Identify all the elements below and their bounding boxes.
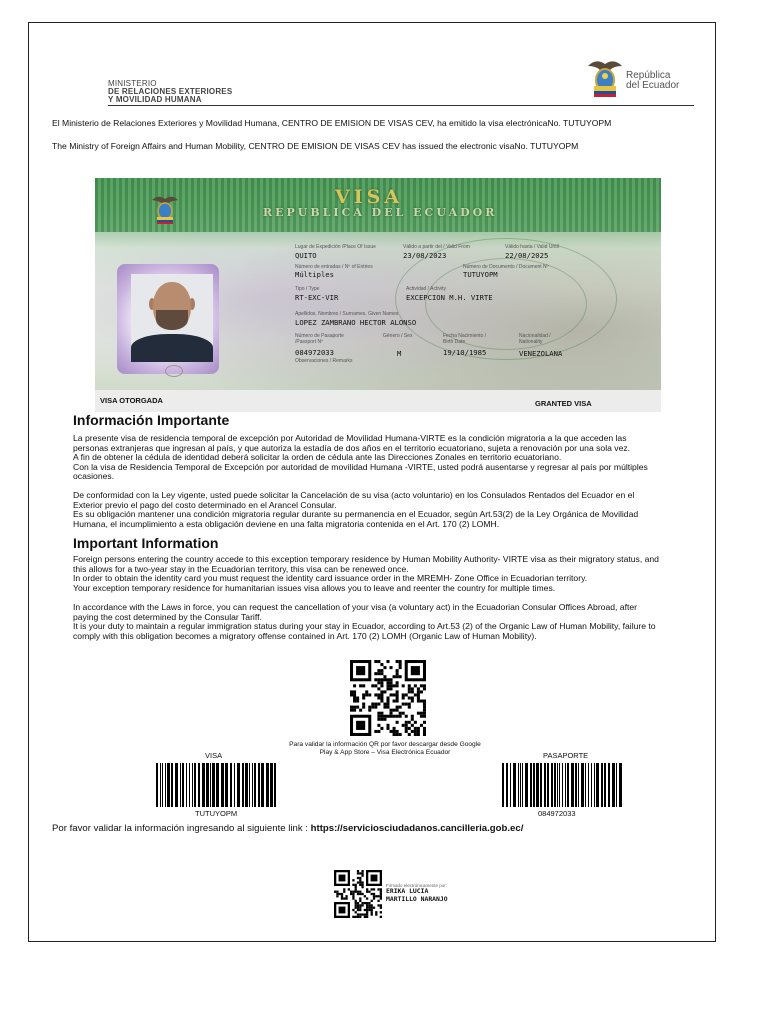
republic-line-2: del Ecuador [626, 80, 680, 91]
text-line: comply with this obligation becomes a migratory offense contained in Art. 170 (2) LOMH (Organic Law of Human Mobility). [73, 630, 537, 641]
text-line: In accordance with the Laws in force, you can request the cancellation of your visa (a voluntary act) in the Ecuadorian Consular Offices Abroad, after [73, 602, 637, 612]
activity-label: Actividad / Activity [406, 286, 447, 292]
nationality-value: VENEZOLANA [519, 349, 563, 358]
signer-name-line-1: ERIKA LUCIA [386, 887, 429, 895]
remarks-label: Observaciones / Remarks [295, 358, 353, 364]
document-value: TUTUYOPM [463, 270, 498, 279]
passport-barcode [502, 763, 624, 807]
ministry-line-3: Y MOVILIDAD HUMANA [108, 95, 202, 104]
type-label: Tipo / Type [295, 286, 320, 292]
validation-link[interactable]: https://serviciosciudadanos.cancilleria.gob.ec/ [310, 823, 524, 834]
text-line: Foreign persons entering the country accede to this exception temporary residence by Human Mobility Authority- VIRTE visa as their migratory status, and [73, 554, 659, 564]
barcode-visa-value: TUTUYOPM [195, 809, 238, 818]
valid-until-value: 22/08/2025 [505, 251, 549, 260]
text-line: It is your duty to maintain a regular immigration status during your stay in Ecuador, according to Art.53 (2) of the Organic Law of Human Mobility, failure to [73, 621, 656, 632]
stamp-visa-otorgada: VISA OTORGADA [100, 396, 163, 405]
qr-caption-line-1: Para validar la información QR por favor descargar desde Google [289, 741, 481, 748]
text-line: Your exception temporary residence for humanitarian issues visa allows you to leave and reenter the country for multiple times. [73, 582, 556, 593]
type-value: RT-EXC-VIR [295, 293, 339, 302]
republic-logo [586, 56, 696, 102]
text-line: A fin de obtener la cédula de identidad deberá solicitar la orden de cédula ante las Direcciones Zonales en territorio ecuatoriano. [73, 452, 562, 463]
barcode-passport-label: PASAPORTE [543, 751, 589, 760]
entries-value: Múltiples [295, 270, 334, 279]
photo-watermark-icon [165, 365, 183, 377]
paragraph-en-1 [73, 555, 699, 593]
text-line: paying the cost determined by the Consular Tariff. [73, 611, 262, 622]
visa-subtitle: REPUBLICA DEL ECUADOR [263, 206, 498, 219]
visa-seal-icon [151, 194, 179, 226]
ministry-line-1: MINISTERIO [108, 79, 157, 88]
paragraph-es-2 [73, 491, 699, 529]
valid-from-value: 23/08/2023 [403, 251, 447, 260]
text-line: Es su obligación mantener una condición migratoria regular durante su permanencia en el Ecuador, según Art.53(2) de la Ley Orgánica de Movilidad [73, 509, 639, 520]
birth-label: Fecha Nacimiento / Birth Date [443, 333, 487, 345]
holder-photo [131, 274, 213, 362]
ministry-logo-text [108, 80, 232, 104]
text-line: personas extranjeras que ingresan al país, y que autoriza la estadía de dos años en el territorio ecuatoriano, sujeta a renovación por una sola vez. [73, 442, 631, 453]
sex-value: M [397, 349, 402, 358]
document-label: Número de Documento / Document Nº [463, 264, 549, 270]
qr-caption-line-2: Play & App Store – Visa Electrónica Ecuador [319, 749, 451, 756]
text-line: this allows for a two-year stay in the Ecuadorian territory, this visa can be renewed once. [73, 563, 409, 574]
passport-value: 084972033 [295, 348, 334, 357]
text-line: Humana, el incumplimiento a esta obligación deviene en una falta migratoria contenida en el Art. 170 (2) LOMH. [73, 518, 500, 529]
birth-value: 19/10/1985 [443, 348, 487, 357]
header-divider [108, 105, 694, 106]
stamp-granted-visa: GRANTED VISA [535, 399, 592, 408]
sex-label: Género / Sex [383, 333, 413, 339]
signer-name-line-2: MARTILLO NARANJO [386, 895, 448, 903]
validation-line [52, 823, 523, 834]
qr-caption [260, 741, 510, 757]
activity-value: EXCEPCION M.H. VIRTE [406, 293, 493, 302]
heading-important-information: Important Information [73, 535, 219, 551]
passport-label: Número de Pasaporte /Passport Nº [295, 333, 344, 345]
nationality-label: Nacionalidad / Nationality [519, 333, 551, 345]
place-label: Lugar de Expedición /Place Of Issue [295, 244, 376, 250]
text-line: ocasiones. [73, 471, 115, 482]
entries-label: Número de entradas / Nº of Entries [295, 264, 373, 270]
text-line: De conformidad con la Ley vigente, usted puede solicitar la Cancelación de su visa (acto voluntario) en los Consulados Rentados del Ecuador en el [73, 490, 635, 500]
intro-spanish: El Ministerio de Relaciones Exteriores y Movilidad Humana, CENTRO DE EMISION DE VISAS CEV, ha emitido la visa electrónicaNo. TUTUYOPM [52, 118, 612, 128]
validation-qr-code [348, 660, 428, 736]
paragraph-en-2 [73, 603, 699, 641]
ministry-line-2: DE RELACIONES EXTERIORES [108, 87, 233, 96]
intro-english: The Ministry of Foreign Affairs and Human Mobility, CENTRO DE EMISION DE VISAS CEV has issued the electronic visaNo. TUTUYOPM [52, 141, 579, 151]
text-line: La presente visa de residencia temporal de excepción por Autoridad de Movilidad Humana-VIRTE es la condición migratoria a la que acceden las [73, 433, 627, 443]
ecuador-coat-of-arms-icon [586, 56, 624, 100]
signature-label: Firmado electrónicamente por: [386, 883, 448, 888]
visa-card [95, 178, 661, 396]
heading-informacion-importante: Información Importante [73, 412, 230, 428]
names-label: Apellidos, Nombres / Surnames, Given Names [295, 311, 399, 317]
valid-from-label: Válido a partir del / Valid From [403, 244, 470, 250]
place-value: QUITO [295, 251, 317, 260]
signature-qr-code [334, 870, 382, 918]
text-line: Exterior previo el pago del costo determinado en el Arancel Consular. [73, 499, 337, 510]
validation-text: Por favor validar la información ingresando al siguiente link : [52, 823, 311, 834]
text-line: Con la visa de Residencia Temporal de Excepción por autoridad de movilidad Humana -VIRTE, usted podrá ausentarse y regresar al país por múltiples [73, 461, 648, 472]
visa-title: VISA [335, 186, 404, 208]
republic-line-1: República [626, 70, 671, 81]
text-line: In order to obtain the identity card you must request the identity card issuance order in the MREMH- Zone Office in Ecuadorian territory. [73, 573, 588, 584]
paragraph-es-1 [73, 434, 699, 482]
barcode-visa-label: VISA [205, 751, 223, 760]
barcode-passport-value: 084972033 [538, 809, 576, 818]
names-value: LOPEZ ZAMBRANO HECTOR ALONSO [295, 318, 417, 327]
valid-until-label: Válido hasta / Valid Until [505, 244, 559, 250]
visa-barcode [156, 763, 278, 807]
